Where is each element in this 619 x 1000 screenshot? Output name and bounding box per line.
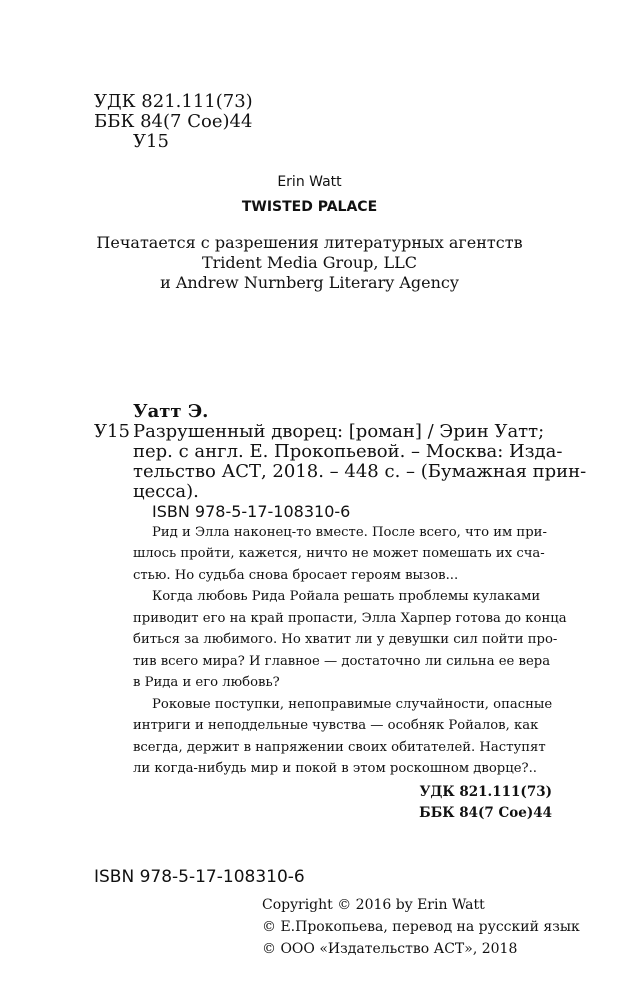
annotation-line: приводит его на край пропасти, Элла Харпер готова до конца [133,611,567,626]
catalog-heading: Уатт Э. [133,401,209,422]
annotation-bbk: ББК 84(7 Сое)44 [419,805,552,821]
catalog-description-line: тельство АСТ, 2018. – 448 с. – (Бумажная прин- [133,461,587,482]
permission-line: Печатается с разрешения литературных агентств [96,233,523,252]
catalog-description-line: пер. с англ. Е. Прокопьевой. – Москва: Изда- [133,441,563,462]
catalog-mark: У15 [94,421,130,442]
catalog-description-line: цесса). [133,481,199,502]
bbk-code: ББК 84(7 Сое)44 [94,111,253,132]
annotation-line: шлось пройти, кажется, ничто не может помешать их сча- [133,546,545,561]
catalog-isbn: ISBN 978-5-17-108310-6 [152,502,351,521]
author-mark: У15 [133,131,169,152]
bottom-isbn: ISBN 978-5-17-108310-6 [94,867,305,887]
annotation-line: ли когда-нибудь мир и покой в этом роскошном дворце?.. [133,761,537,776]
permission-line: Trident Media Group, LLC [201,253,418,272]
annotation-line: в Рида и его любовь? [133,675,280,690]
udk-code: УДК 821.111(73) [94,91,253,112]
annotation-udk: УДК 821.111(73) [419,784,552,800]
annotation-line: Когда любовь Рида Ройала решать проблемы кулаками [152,589,541,604]
copyright-line: © ООО «Издательство АСТ», 2018 [262,941,518,957]
permission-line: и Andrew Nurnberg Literary Agency [160,273,459,292]
annotation-line: интриги и неподдельные чувства — особняк Ройалов, как [133,718,539,733]
annotation-line: Роковые поступки, непоправимые случайности, опасные [152,697,553,712]
copyright-line: Copyright © 2016 by Erin Watt [262,897,485,913]
annotation-line: всегда, держит в напряжении своих обитателей. Наступят [133,740,546,755]
catalog-description-line: Разрушенный дворец: [роман] / Эрин Уатт; [133,421,545,442]
copyright-line: © Е.Прокопьева, перевод на русский язык [262,919,580,935]
annotation-line: Рид и Элла наконец-то вместе. После всего, что им при- [152,525,547,540]
annotation-line: тив всего мира? И главное — достаточно ли сильна ее вера [133,654,551,669]
annotation-line: стью. Но судьба снова бросает героям вызов... [133,568,459,583]
original-title: TWISTED PALACE [241,199,378,215]
original-author: Erin Watt [277,174,342,190]
annotation-line: биться за любимого. Но хватит ли у девушки сил пойти про- [133,632,558,647]
